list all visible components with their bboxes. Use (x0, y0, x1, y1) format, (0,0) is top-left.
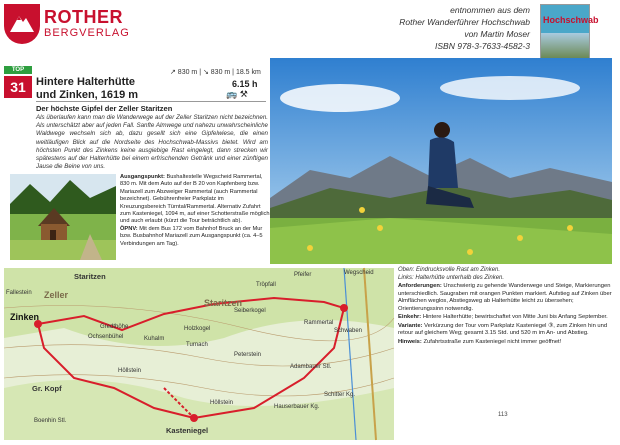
isbn: ISBN 978-3-7633-4582-3 (435, 41, 530, 51)
map-label: Schwaben (334, 328, 363, 334)
map-label: Adambauer Stl. (290, 364, 332, 370)
source-line: entnommen aus dem (450, 5, 530, 15)
tour-time: 6.15 h (232, 79, 258, 89)
map-label: Staritzen (204, 298, 243, 308)
source-line: Rother Wanderführer Hochschwab (399, 17, 530, 27)
info-block (398, 283, 612, 347)
map-label: Schitter Kg. (324, 392, 356, 398)
top-tab: TOP (4, 66, 32, 74)
photo-caption (398, 266, 612, 282)
transit-text: Mit dem Bus 172 vom Bahnhof Bruck an der Mur bzw. Busbahnhof Mariazell zum Ausgangspunkt (ca. 4–5 Verbindungen am Tag). (120, 225, 263, 247)
route-map (4, 268, 394, 440)
summit-photo (270, 58, 612, 264)
start-text: Bushaltestelle Wegscheid Rammertal, 830 m. Mit dem Auto auf der B 20 von Kapfenberg bzw. Mariazell zum Abzweiger Rammertal (auch Rammertal bezeichnet). Gebührenfreier Parkplatz im Kreuzungsbereich Türntal/Rammertal. Alternativ Zufahrt zum Kasteniegel, 1094 m, auf einer Schotterstraße möglich und auch erlaubt (kürzt die Tour beträchtlich ab). (120, 174, 270, 225)
map-label: Höllstein (118, 368, 142, 374)
map-label: Pfeifer (294, 272, 312, 278)
hut-photo (10, 174, 116, 260)
caption-line: Oben: Eindrucksvolle Rast am Zinken. (398, 267, 501, 273)
map-label: Zinken (10, 312, 40, 322)
refreshment-label: Einkehr: (398, 314, 422, 320)
map-label: Boenhin Stl. (34, 418, 67, 424)
map-label: Fallestein (6, 290, 32, 296)
brand-name: ROTHER (44, 7, 123, 27)
source-credit (330, 4, 530, 52)
map-label: Gr. Kopf (32, 384, 62, 393)
note-label: Hinweis: (398, 338, 422, 345)
transit-label: ÖPNV: (120, 225, 138, 232)
tour-title-line: und Zinken, 1619 m (36, 89, 139, 101)
map-label: Tröpfall (256, 282, 276, 288)
requirements-label: Anforderungen: (398, 283, 442, 289)
source-line: von Martin Moser (464, 29, 530, 39)
map-label: Holzkogel (184, 326, 211, 332)
mountain-icon (8, 10, 36, 34)
details-block (120, 174, 270, 248)
tour-stats: ↗ 830 m | ↘ 830 m | 18.5 km (170, 69, 261, 76)
cover-title: Hochschwab (543, 15, 599, 25)
map-label: Kuhalm (144, 336, 165, 342)
rother-logo (4, 4, 40, 44)
tour-icons: 🚌 ⚒ (226, 89, 248, 99)
caption-line: Links: Halterhütte unterhalb des Zinken. (398, 275, 505, 281)
page-number: 113 (498, 412, 508, 418)
intro-paragraph: Als überlaufen kann man die Wanderwege auf der Zeller Staritzen nicht bezeichnen. Als unterschätzt aber auf jeden Fall. Sanfte Almwege und nahezu unwahrscheinliche Waldwege wechseln sich ab, dazu gesellt sich eine Gipfelwiese, die einen weitläufigen Blick auf die Nordseite des Hochschwab-Massivs bietet. Wird am höchsten Punkt des Zinkens keine ausgiebige Rast eingelegt, dann strecken wir spätestens auf der Halterhütte bei einem erfrischenden Getränk und einer zünftigen Jause die Beine von uns. (36, 114, 268, 171)
map-label: Peterstein (234, 352, 262, 358)
map-label: Ochsenbühel (88, 334, 124, 340)
tour-number: 31 (4, 76, 32, 98)
map-label: Rammertal (304, 320, 334, 326)
intro-text (36, 114, 268, 171)
map-label: Zeller (44, 290, 69, 300)
requirements-text: Unschwierig zu gehende Wanderwege und Steige, Markierungen unterschiedlich. Saugraben mit orangen Punkten markiert. Aufstieg auf Zinken über Almflächen weglos, Abstiegsweg ab Halterhütte leicht zu übersehen; Orientierungssinn notwendig. (398, 283, 612, 312)
map-label: Gredthöhe (100, 324, 129, 330)
map-label: Turnach (186, 342, 208, 348)
divider (36, 101, 266, 102)
brand-sub: BERGVERLAG (44, 27, 130, 39)
map-label: Wegscheid (344, 270, 374, 276)
map-label: Kasteniegel (166, 426, 209, 435)
tour-title-line: Hintere Halterhütte (36, 76, 136, 88)
variant-label: Variante: (398, 322, 423, 329)
start-label: Ausgangspunkt: (120, 174, 165, 180)
tour-title (36, 76, 138, 102)
map-label: Hauserbauer Kg. (274, 404, 320, 410)
map-label: Staritzen (74, 272, 106, 281)
note-text: Zufahrtsstraße zum Kasteniegel nicht immer geöffnet! (423, 338, 562, 345)
tour-subheading: Der höchste Gipfel der Zeller Staritzen (36, 104, 173, 113)
variant-text: Verkürzung der Tour vom Parkplatz Kasteniegel ③, zum Zinken hin und retour auf gleichem Weg; gesamt 3.15 Std. und 520 m im An- und Abstieg. (398, 322, 608, 336)
map-label: Seiberkogel (234, 308, 266, 314)
refreshment-text: Hintere Halterhütte; bewirtschaftet von Mitte Juni bis Anfang September. (422, 314, 608, 320)
map-label: Höllstein (210, 400, 234, 406)
